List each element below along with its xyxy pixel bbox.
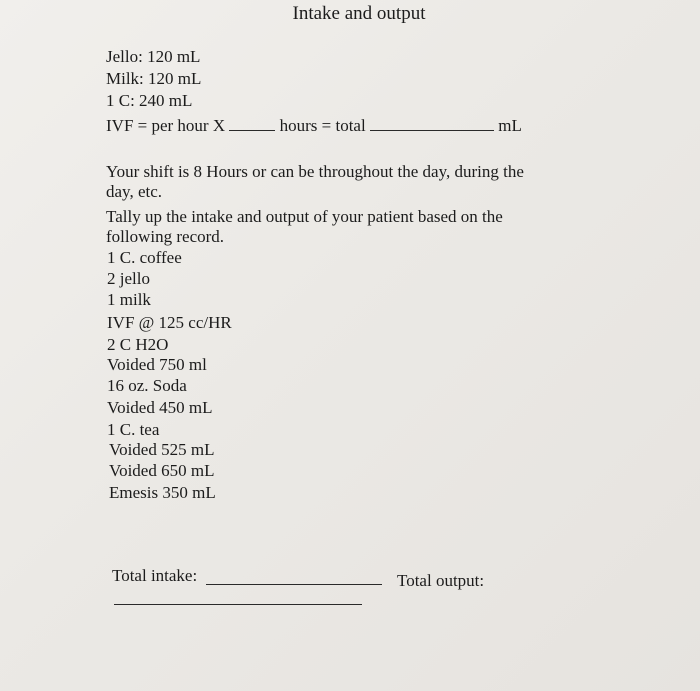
record-item-soda: 16 oz. Soda — [107, 376, 187, 395]
record-item-milk: 1 milk — [107, 290, 151, 309]
record-item-voided-650: Voided 650 mL — [109, 461, 215, 480]
ivf-prefix: IVF = per hour X — [106, 116, 226, 135]
ivf-formula-line — [106, 115, 522, 136]
conversion-milk: Milk: 120 mL — [106, 69, 202, 88]
total-output-label: Total output: — [397, 571, 485, 590]
total-intake-blank[interactable] — [206, 584, 382, 585]
ivf-unit: mL — [498, 116, 522, 135]
ivf-total-blank[interactable] — [370, 116, 494, 131]
total-intake-label: Total intake: — [112, 566, 198, 585]
record-item-water: 2 C H2O — [107, 335, 169, 354]
record-item-voided-450: Voided 450 mL — [107, 398, 213, 417]
record-item-ivf: IVF @ 125 cc/HR — [107, 313, 232, 332]
ivf-hours-label: hours = total — [279, 116, 366, 135]
total-output-blank[interactable] — [114, 604, 362, 605]
ivf-rate-blank[interactable] — [229, 116, 275, 131]
record-item-voided-525: Voided 525 mL — [109, 440, 215, 459]
record-item-tea: 1 C. tea — [107, 420, 160, 439]
record-item-voided-750: Voided 750 ml — [107, 355, 207, 374]
instruction-tally-line2: following record. — [106, 227, 225, 246]
conversion-cup: 1 C: 240 mL — [106, 91, 193, 110]
instruction-tally-line1: Tally up the intake and output of your patient based on the — [106, 207, 503, 226]
instruction-shift-line1: Your shift is 8 Hours or can be throughout the day, during the — [106, 162, 524, 181]
record-item-emesis: Emesis 350 mL — [109, 483, 216, 502]
record-item-jello: 2 jello — [107, 269, 150, 288]
conversion-jello: Jello: 120 mL — [106, 47, 201, 66]
instruction-shift-line2: day, etc. — [106, 182, 163, 201]
worksheet-title: Intake and output — [292, 3, 426, 24]
record-item-coffee: 1 C. coffee — [107, 248, 182, 267]
